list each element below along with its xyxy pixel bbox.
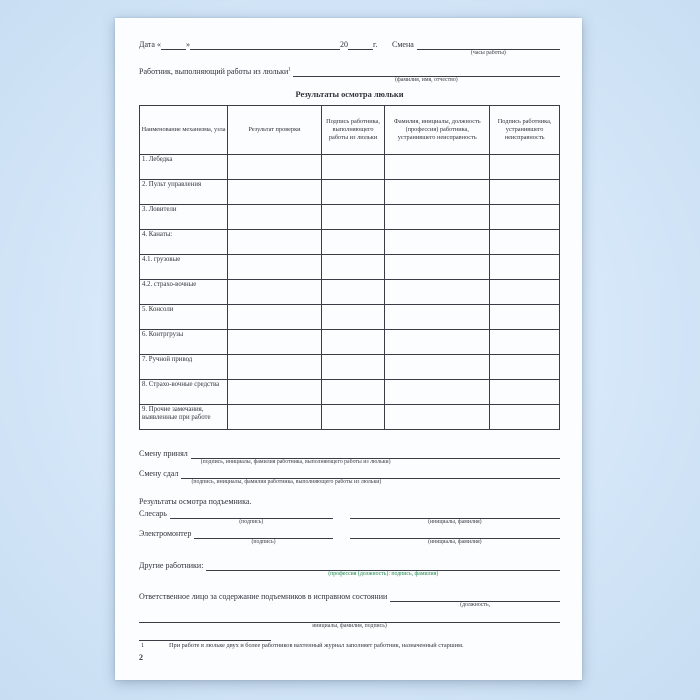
table-row-label: 4. Канаты:: [140, 230, 228, 255]
date-shift-row: [139, 40, 560, 58]
table-empty-cell: [228, 355, 322, 380]
table-row: [140, 180, 560, 205]
table-empty-cell: [228, 330, 322, 355]
blank-line: [194, 529, 332, 539]
responsible-fullline-field: [139, 613, 560, 631]
table-empty-cell: [490, 155, 560, 180]
table-row-label: 9. Прочие замечания, выявленные при работе: [140, 405, 228, 430]
date-year-suffix: г.: [372, 40, 378, 49]
table-row: [140, 205, 560, 230]
others-field: [206, 561, 560, 579]
mechanic-row: [139, 509, 560, 527]
footnote: [139, 642, 560, 650]
table-row: [140, 305, 560, 330]
table-empty-cell: [228, 180, 322, 205]
table-empty-cell: [490, 330, 560, 355]
table-empty-cell: [385, 180, 490, 205]
table-row-label: 2. Пульт управления: [140, 180, 228, 205]
electrician-row: [139, 529, 560, 547]
shift-handed-caption: (подпись, инициалы, фамилия работника, выполняющего работы из люльки): [191, 478, 382, 485]
shift-handed-field: [181, 469, 560, 487]
table-row: [140, 330, 560, 355]
table-row: [140, 380, 560, 405]
table-empty-cell: [385, 330, 490, 355]
footnote-text: При работе в люльке двух и более работников вахтенный журнал заполняет работник, назначенный старшим.: [169, 641, 464, 649]
initials-caption: (инициалы, фамилия): [428, 538, 482, 545]
shift-accepted-row: [139, 449, 560, 467]
date-quote-close: »: [185, 40, 190, 49]
table-empty-cell: [490, 205, 560, 230]
table-body: [140, 155, 560, 430]
responsible-caption-2: инициалы, фамилия, подпись): [312, 623, 387, 629]
responsible-label: Ответственное лицо за содержание подъемников в исправном состоянии: [139, 592, 388, 602]
table-empty-cell: [321, 230, 384, 255]
table-row: [140, 255, 560, 280]
worker-label: Работник, выполняющий работы из люльки$^1$: [139, 66, 291, 76]
hoist-section-title: Результаты осмотра подъемника.: [139, 496, 252, 506]
shift-handed-label: Смену сдал: [139, 468, 179, 478]
signature-caption: (подпись): [251, 538, 276, 545]
others-caption: (профессия (должность): подпись, фамилия): [328, 571, 439, 578]
shift-label: Смена: [392, 40, 414, 49]
table-row: [140, 355, 560, 380]
blank-line: [350, 529, 560, 539]
blank-line: [191, 449, 560, 459]
blank-line: [390, 592, 560, 602]
table-empty-cell: [385, 280, 490, 305]
shift-handed-row: [139, 469, 560, 487]
blank-line: [206, 561, 560, 571]
signature-caption: (подпись): [239, 518, 264, 525]
date-year-prefix: 20: [339, 40, 348, 49]
electrician-signature-field: [194, 529, 332, 547]
table-row: [140, 230, 560, 255]
table-empty-cell: [490, 380, 560, 405]
table-empty-cell: [385, 205, 490, 230]
table-row-label: 4.1. грузовые: [140, 255, 228, 280]
table-row: [140, 405, 560, 430]
table-empty-cell: [321, 405, 384, 430]
table-empty-cell: [228, 380, 322, 405]
table-empty-cell: [490, 405, 560, 430]
blank-line: [417, 40, 560, 50]
table-row-label: 7. Ручной привод: [140, 355, 228, 380]
blank-line: [170, 509, 333, 519]
table-empty-cell: [321, 330, 384, 355]
table-empty-cell: [321, 255, 384, 280]
table-header-cell: Наименование механизма, узла: [140, 106, 228, 155]
table-empty-cell: [490, 355, 560, 380]
table-empty-cell: [385, 305, 490, 330]
table-header-cell: Фамилия, инициалы, должность (профессия) работника, устранившего неисправность: [385, 106, 490, 155]
blank-line: [293, 67, 560, 77]
footnote-marker: 1: [141, 641, 145, 649]
date-month-blank: [190, 40, 340, 50]
form-content: [115, 18, 582, 680]
table-empty-cell: [228, 405, 322, 430]
responsible-field: [390, 592, 560, 610]
table-empty-cell: [321, 280, 384, 305]
table-empty-cell: [490, 305, 560, 330]
shift-caption: (часы работы): [470, 50, 506, 56]
document-page: [115, 18, 582, 680]
table-row-label: 3. Ловители: [140, 205, 228, 230]
table-empty-cell: [228, 255, 322, 280]
responsible-row: [139, 592, 560, 610]
table-empty-cell: [228, 305, 322, 330]
table-empty-cell: [321, 155, 384, 180]
table-empty-cell: [385, 255, 490, 280]
date-label: Дата «: [139, 40, 161, 49]
date-year-blank: [348, 40, 373, 50]
table-header-cell: Результат проверки: [228, 106, 322, 155]
shift-accepted-field: [191, 449, 560, 467]
shift-group: [392, 40, 560, 58]
worker-footnote-mark: 1: [288, 67, 291, 73]
blank-line: [350, 509, 560, 519]
table-empty-cell: [228, 280, 322, 305]
blank-line: [139, 613, 560, 623]
table-row: [140, 155, 560, 180]
table-empty-cell: [228, 155, 322, 180]
table-title: Результаты осмотра люльки: [295, 89, 404, 99]
date-day-blank: [161, 40, 186, 50]
table-empty-cell: [228, 205, 322, 230]
shift-accepted-label: Смену принял: [139, 449, 188, 459]
table-empty-cell: [385, 230, 490, 255]
table-empty-cell: [490, 230, 560, 255]
table-empty-cell: [321, 380, 384, 405]
table-row-label: 6. Контргрузы: [140, 330, 228, 355]
shift-field: [417, 40, 560, 58]
table-row: [140, 280, 560, 305]
page-number: 2: [139, 652, 143, 662]
table-row-label: 1. Лебедка: [140, 155, 228, 180]
table-empty-cell: [490, 180, 560, 205]
table-empty-cell: [385, 405, 490, 430]
others-row: [139, 561, 560, 579]
shift-accepted-caption: (подпись, инициалы, фамилия работника, выполняющего работы из люльки): [200, 459, 391, 466]
table-header-cell: Подпись работника, выполняющего работы из люльки: [321, 106, 384, 155]
mechanic-left: [139, 509, 333, 527]
mechanic-signature-field: [170, 509, 333, 527]
electrician-label: Электромонтер: [139, 528, 192, 538]
electrician-initials-field: [350, 529, 560, 547]
worker-row: [139, 67, 560, 85]
mechanic-initials-field: [350, 509, 560, 527]
table-empty-cell: [385, 380, 490, 405]
table-header-row: [140, 106, 560, 155]
table-empty-cell: [490, 255, 560, 280]
blank-line: [181, 469, 560, 479]
initials-caption: (инициалы, фамилия): [428, 518, 482, 525]
table-empty-cell: [228, 230, 322, 255]
mechanic-label: Слесарь: [139, 508, 167, 518]
table-empty-cell: [321, 205, 384, 230]
table-empty-cell: [321, 180, 384, 205]
table-row-label: 8. Страхо-вочные средства: [140, 380, 228, 405]
inspection-table: [139, 105, 560, 430]
table-empty-cell: [490, 280, 560, 305]
table-row-label: 4.2. страхо-вочные: [140, 280, 228, 305]
worker-field: [293, 67, 560, 85]
table-empty-cell: [321, 305, 384, 330]
responsible-caption-1: (должность,: [460, 602, 491, 609]
footnote-separator: [139, 640, 271, 641]
table-empty-cell: [321, 355, 384, 380]
others-label: Другие работники:: [139, 561, 204, 571]
table-header-cell: Подпись работника, устранившего неисправность: [490, 106, 560, 155]
worker-caption: (фамилия, имя, отчество): [395, 76, 458, 83]
table-empty-cell: [385, 355, 490, 380]
electrician-left: [139, 529, 333, 547]
table-empty-cell: [385, 155, 490, 180]
table-row-label: 5. Консоли: [140, 305, 228, 330]
